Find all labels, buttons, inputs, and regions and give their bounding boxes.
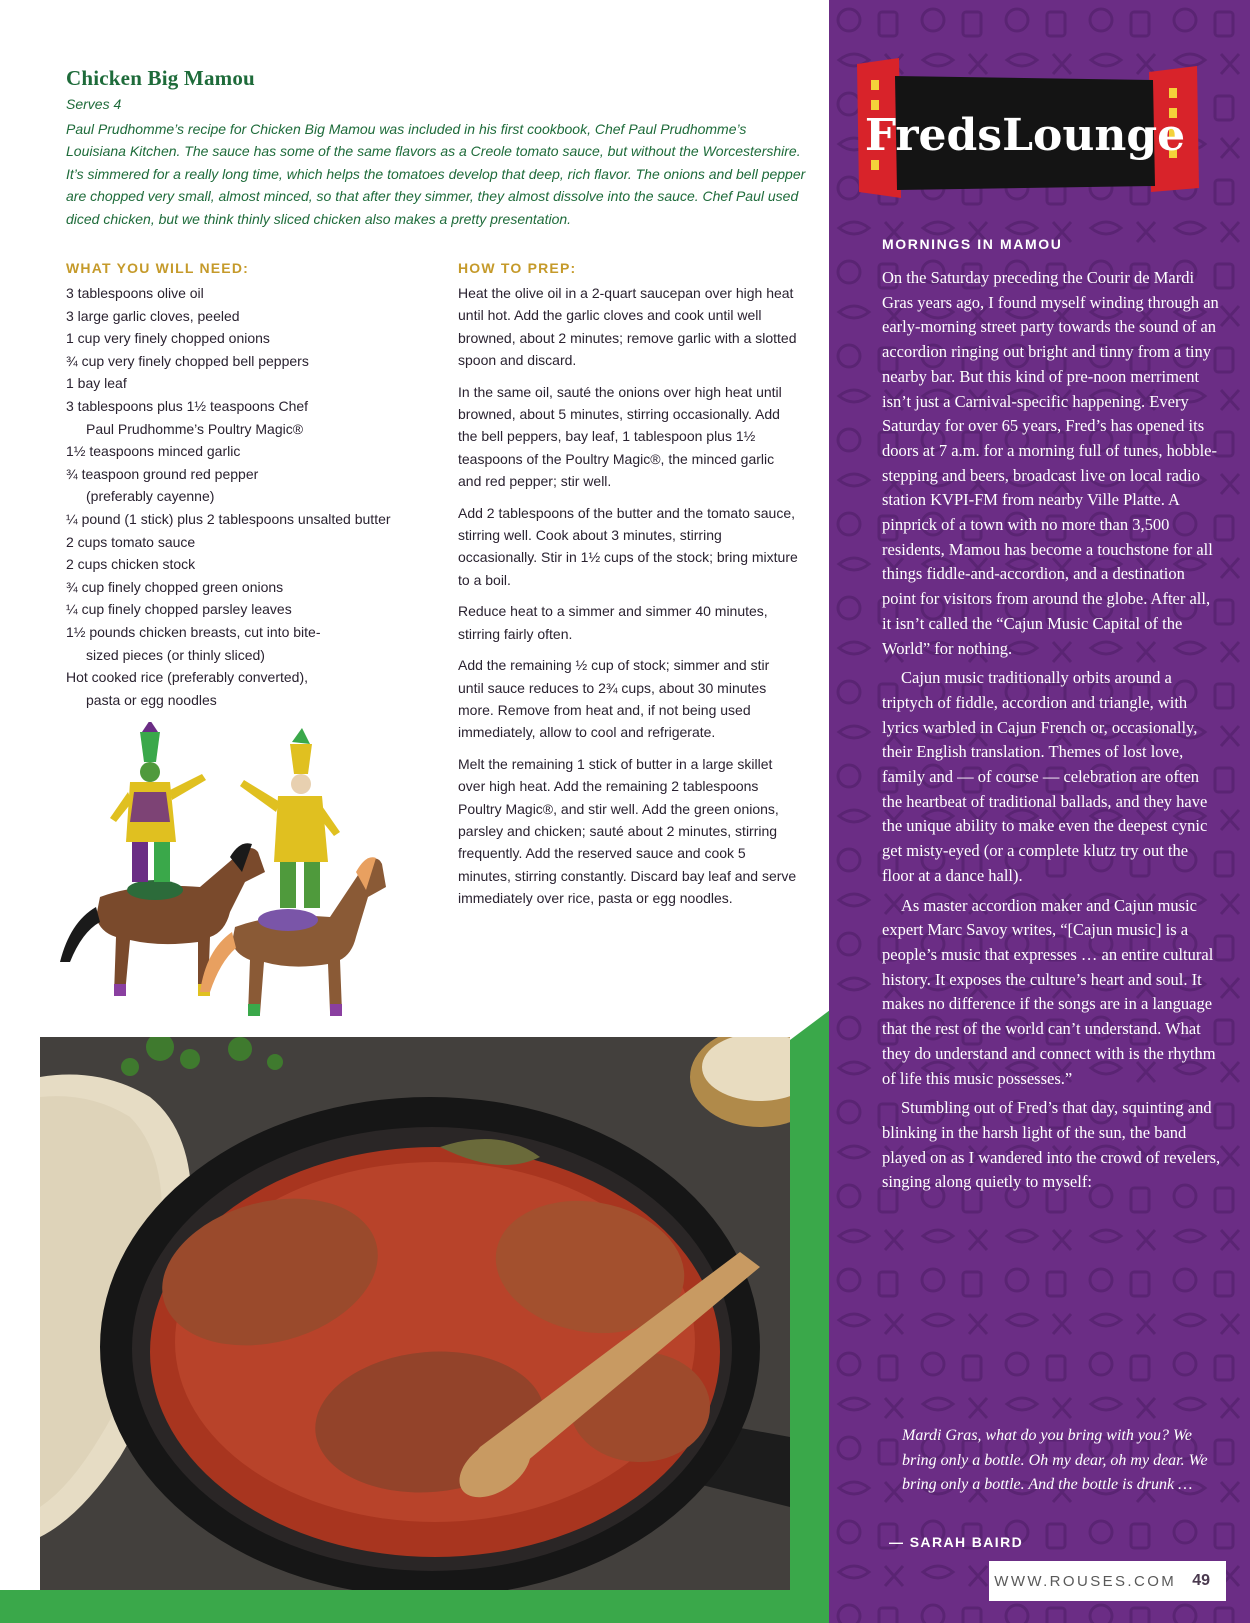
- page-footer: [989, 1561, 1226, 1601]
- ingredient-item: ¾ cup finely chopped green onions: [66, 578, 284, 595]
- ingredient-item: ¾ teaspoon ground red pepper (preferably cayenne): [66, 465, 259, 505]
- ingredients-heading: WHAT YOU WILL NEED:: [66, 260, 250, 276]
- section-heading: MORNINGS IN MAMOU: [882, 236, 1063, 252]
- recipe-title: Chicken Big Mamou: [66, 66, 255, 90]
- ingredient-item: 2 cups tomato sauce: [66, 533, 196, 550]
- green-accent-wedge: [790, 1010, 830, 1623]
- prep-step: Add 2 tablespoons of the butter and the tomato sauce, stirring well. Cook about 3 minutes, stirring occasionally. Stir in 1½ cups of the stock; bring mixture to a boil.: [458, 504, 798, 588]
- logo-text: FredsLounge: [864, 110, 1186, 161]
- ingredient-item: ¼ cup finely chopped parsley leaves: [66, 601, 292, 618]
- page-number: 49: [1192, 1572, 1210, 1589]
- ingredient-item: 3 large garlic cloves, peeled: [66, 307, 240, 324]
- ingredient-item: 3 tablespoons plus 1½ teaspoons Chef Paul Prudhomme’s Poultry Magic®: [66, 397, 309, 437]
- ingredient-item: 1½ teaspoons minced garlic: [66, 443, 241, 460]
- ingredient-item: ¾ cup very finely chopped bell peppers: [66, 352, 309, 369]
- song-lyrics: Mardi Gras, what do you bring with you? We bring only a bottle. Oh my dear, oh my dear. We bring only a bottle. And the bottle is drunk …: [902, 1427, 1208, 1493]
- article-sidebar: [829, 0, 1250, 1623]
- costumed-rider-illustration: [240, 728, 340, 908]
- ingredient-item: 2 cups chicken stock: [66, 556, 196, 573]
- prep-step: Melt the remaining 1 stick of butter in a large skillet over high heat. Add the remaining 2 tablespoons Poultry Magic®, and stir well. Add the green onions, parsley and chicken; sauté about 2 minutes, stirring frequently. Add the reserved sauce and cook 5 minutes, stirring constantly. Discard bay leaf and serve immediately over rice, pasta or egg noodles.: [458, 755, 797, 907]
- ingredient-item: ¼ pound (1 stick) plus 2 tablespoons unsalted butter: [66, 510, 391, 527]
- ingredient-item: 3 tablespoons olive oil: [66, 285, 204, 301]
- ingredient-item: Hot cooked rice (preferably converted), pasta or egg noodles: [66, 669, 308, 708]
- author-byline: — SARAH BAIRD: [889, 1534, 1024, 1550]
- costumed-rider-illustration: [110, 722, 206, 882]
- chicken-skillet-photo: [40, 1037, 790, 1590]
- mardi-gras-riders-illustration: [30, 722, 410, 1022]
- prep-step: Heat the olive oil in a 2-quart saucepan over high heat until hot. Add the garlic cloves and cook until well browned, about 2 minutes; remove garlic with a slotted spoon and discard.: [458, 285, 797, 369]
- recipe-intro: Paul Prudhomme’s recipe for Chicken Big Mamou was included in his first cookbook, Chef Paul Prudhomme’s Louisiana Kitchen. The sauce has some of the same flavors as a Creole tomato sauce, but without the Worcestershire. It’s simmered for a really long time, which helps the tomatoes develop that deep, rich flavor. The onions and bell pepper are chopped very small, almost minced, so that after they simmer, they almost dissolve into the sauce. Chef Paul used diced chicken, but we think thinly sliced chicken also makes a pretty presentation.: [66, 121, 806, 227]
- recipe-serves: Serves 4: [66, 96, 122, 112]
- prep-step: Reduce heat to a simmer and simmer 40 minutes, stirring fairly often.: [458, 603, 768, 642]
- article-paragraph: On the Saturday preceding the Courir de Mardi Gras years ago, I found myself winding through an early-morning street party towards the sound of an accordion ringing out bright and tinny from a tiny nearby bar. But this kind of pre-noon merriment isn’t just a Carnival-specific happening. Every Saturday for over 65 years, Fred’s has opened its doors at 7 a.m. for a morning full of tunes, hobble-stepping and beers, broadcast live on local radio station KVPI-FM from nearby Ville Platte. A pinprick of a town with no more than 3,500 residents, Mamou has become a touchstone for all things fiddle-and-accordion, and a destination point for visitors from around the globe. After all, it isn’t called the “Cajun Music Capital of the World” for nothing.: [882, 268, 1219, 658]
- ingredient-item: 1 cup very finely chopped onions: [66, 330, 270, 347]
- article-body: [882, 266, 1222, 1200]
- prep-steps: [458, 282, 798, 919]
- freds-lounge-logo: [849, 58, 1209, 208]
- ingredients-list: [66, 282, 426, 711]
- article-paragraph: Stumbling out of Fred’s that day, squinting and blinking in the harsh light of the sun, the band played on as I wandered into the crowd of revelers, singing along quietly to myself:: [882, 1098, 1221, 1192]
- prep-step: In the same oil, sauté the onions over high heat until browned, about 5 minutes, stirring occasionally. Add the bell peppers, bay leaf, 1 tablespoon plus 1½ teaspoons of the Poultry Magic®, the minced garlic and red pepper; stir well.: [458, 383, 782, 490]
- website-link[interactable]: WWW.ROUSES.COM: [994, 1572, 1177, 1590]
- prep-heading: HOW TO PREP:: [458, 260, 577, 276]
- prep-step: Add the remaining ½ cup of stock; simmer and stir until sauce reduces to 2¾ cups, about 30 minutes more. Remove from heat and, if not being used immediately, allow to cool and refrigerate.: [458, 657, 770, 741]
- ingredient-item: 1 bay leaf: [66, 375, 127, 392]
- ingredient-item: 1½ pounds chicken breasts, cut into bite-sized pieces (or thinly sliced): [66, 623, 321, 663]
- green-accent-strip: [0, 1590, 830, 1623]
- article-paragraph: Cajun music traditionally orbits around a triptych of fiddle, accordion and triangle, with lyrics warbled in Cajun French or, occasionally, their English translation. Themes of lost love, family and — of course — celebration are often the heartbeat of traditional ballads, and they have the unique ability to make even the deepest cynic get misty-eyed (or a complete klutz try out the floor at a dance hall).: [882, 668, 1208, 885]
- article-paragraph: As master accordion maker and Cajun music expert Marc Savoy writes, “[Cajun music] is a people’s music that expresses … an entire cultural history. It exposes the culture’s heart and soul. It makes no difference if the songs are in a language that the rest of the world can’t understand. What they do understand and connect with is the rhythm of life this music possesses.”: [882, 895, 1216, 1088]
